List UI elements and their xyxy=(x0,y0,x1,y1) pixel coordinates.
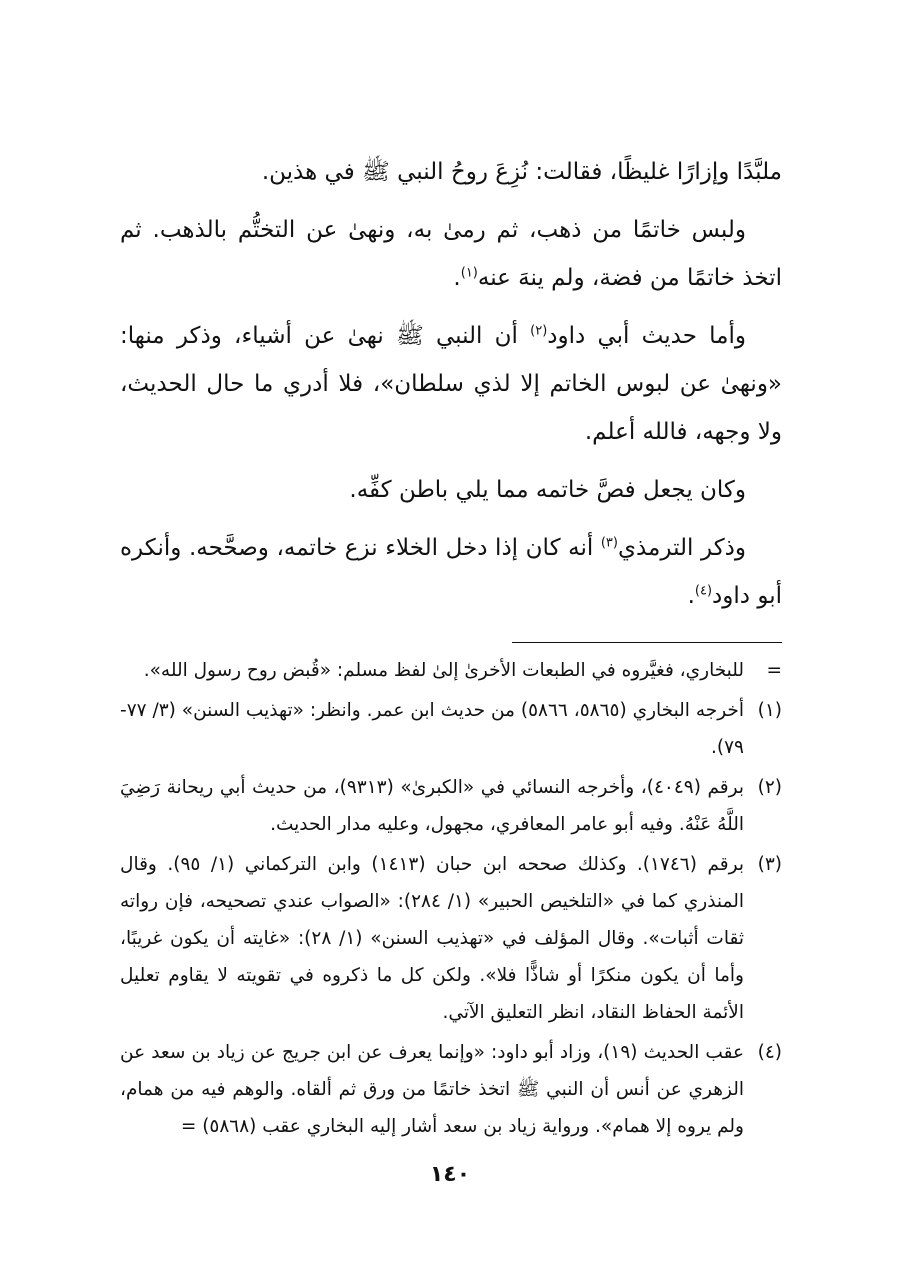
paragraph-3-text-b: أن النبي ﷺ نهىٰ عن أشياء، وذكر منها: «ونهىٰ عن لبوس الخاتم إلا لذي سلطان»، فلا أدري ما حال الحديث، ولا وجهه، فالله أعلم. xyxy=(120,323,782,445)
footnote-ref-1[interactable]: (١) xyxy=(460,265,478,281)
footnote-2 xyxy=(120,769,782,843)
footnote-marker: (٢) xyxy=(757,777,782,798)
footnote-divider xyxy=(512,642,782,643)
footnote-marker: (١) xyxy=(757,700,782,721)
paragraph-3 xyxy=(120,312,782,456)
paragraph-2 xyxy=(120,206,782,302)
footnote-ref-2[interactable]: (٢) xyxy=(530,323,548,339)
paragraph-5-text-b: أنه كان إذا دخل الخلاء نزع خاتمه، وصحَّحه. وأنكره أبو داود xyxy=(120,535,782,609)
footnote-text: أخرجه البخاري (٥٨٦٥، ٥٨٦٦) من حديث ابن عمر. وانظر: «تهذيب السنن» (٣/ ٧٧- ٧٩). xyxy=(120,700,744,758)
footnote-text: برقم (٤٠٤٩)، وأخرجه النسائي في «الكبرىٰ» (٩٣١٣)، من حديث أبي ريحانة رَضِيَ اللَّهُ عَنْهُ. وفيه أبو عامر المعافري، مجهول، وعليه مدار الحديث. xyxy=(120,777,744,835)
paragraph-4-text: وكان يجعل فصَّ خاتمه مما يلي باطن كفِّه. xyxy=(349,477,746,503)
footnote-ref-3[interactable]: (٣) xyxy=(600,535,618,551)
paragraph-3-text-a: وأما حديث أبي داود xyxy=(547,323,746,349)
paragraph-2-text: ولبس خاتمًا من ذهب، ثم رمىٰ به، ونهىٰ عن التختُّم بالذهب. ثم اتخذ خاتمًا من فضة، ولم ينهَ عنه xyxy=(120,217,782,291)
paragraph-4 xyxy=(120,466,782,514)
footnote-4 xyxy=(120,1034,782,1145)
paragraph-5 xyxy=(120,524,782,620)
footnote-3 xyxy=(120,846,782,1031)
paragraph-5-end: . xyxy=(687,583,695,609)
paragraph-1 xyxy=(120,148,782,196)
footnote-marker: = xyxy=(766,660,782,681)
paragraph-2-end: . xyxy=(453,265,461,291)
footnote-1 xyxy=(120,692,782,766)
footnote-ref-4[interactable]: (٤) xyxy=(694,583,713,599)
paragraph-1-text: ملبَّدًا وإزارًا غليظًا، فقالت: نُزِعَ روحُ النبي ﷺ في هذين. xyxy=(261,159,782,185)
footnote-marker: (٤) xyxy=(757,1042,782,1063)
footnote-text: برقم (١٧٤٦). وكذلك صححه ابن حبان (١٤١٣) وابن التركماني (١/ ٩٥). وقال المنذري كما في «التلخيص الحبير» (١/ ٢٨٤): «الصواب عندي تصحيحه، فإن رواته ثقات أثبات». وقال المؤلف في «تهذيب السنن» (١/ ٢٨): «غايته أن يكون غريبًا، وأما أن يكون منكرًا أو شاذًّا فلا». ولكن كل ما ذكروه في تقويته لا يقاوم تعليل الأئمة الحفاظ النقاد، انظر التعليق الآتي. xyxy=(120,854,744,1023)
footnote-marker: (٣) xyxy=(757,854,782,875)
footnotes xyxy=(120,652,782,1148)
footnote-continuation xyxy=(120,652,782,689)
page-number: ١٤٠ xyxy=(429,1162,471,1187)
footnote-text: للبخاري، فغيَّروه في الطبعات الأخرىٰ إلىٰ لفظ مسلم: «قُبض روح رسول الله». xyxy=(143,660,744,681)
footnote-text: عقب الحديث (١٩)، وزاد أبو داود: «وإنما يعرف عن ابن جريج عن زياد بن سعد عن الزهري عن أنس أن النبي ﷺ اتخذ خاتمًا من ورق ثم ألقاه. والوهم فيه من همام، ولم يروه إلا همام». ورواية زياد بن سعد أشار إليه البخاري عقب (٥٨٦٨) = xyxy=(120,1042,744,1137)
main-text xyxy=(120,148,782,630)
paragraph-5-text-a: وذكر الترمذي xyxy=(617,535,746,561)
